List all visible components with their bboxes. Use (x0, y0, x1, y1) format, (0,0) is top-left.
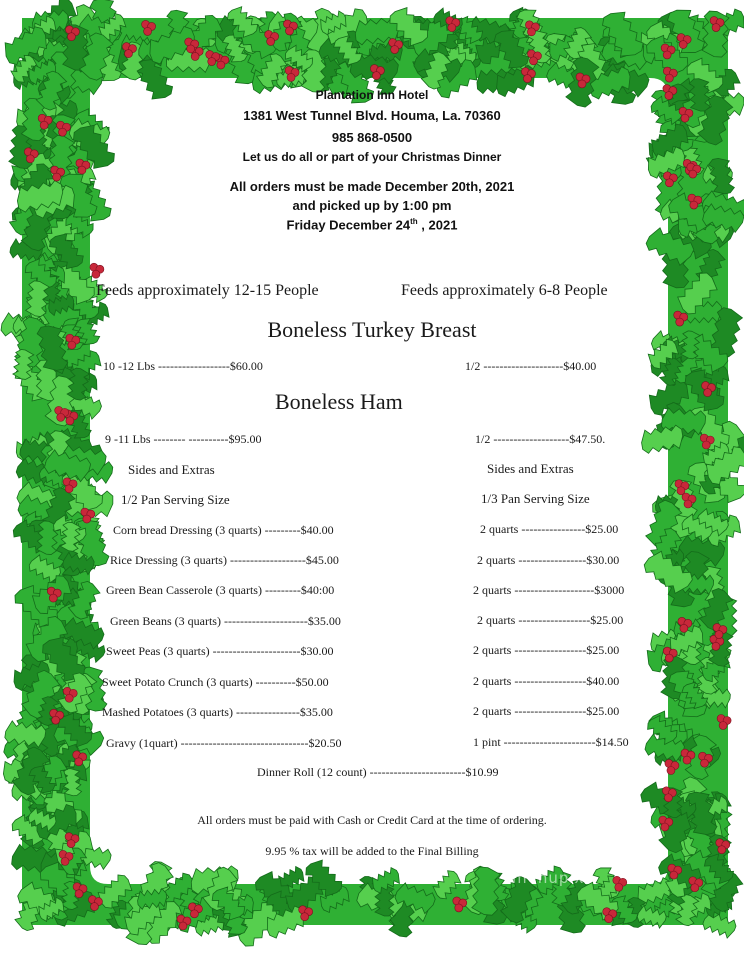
holly-berry (78, 166, 86, 174)
holly-berry (665, 74, 673, 82)
holly-berry (65, 485, 73, 493)
holly-berry (448, 24, 456, 32)
holly-berry (190, 910, 198, 918)
holly-berry (701, 759, 709, 767)
pickup-date-day: Friday December 24 (286, 217, 411, 233)
ham-right-price: 1/2 -------------------$47.50. (475, 432, 606, 446)
holly-berry (75, 890, 83, 898)
pickup-date-suffix: th (410, 217, 418, 226)
side-item-right: 2 quarts ------------------$25.00 (473, 704, 620, 718)
turkey-title: Boneless Turkey Breast (267, 317, 477, 342)
side-item-left: Mashed Potatoes (3 quarts) ----------------$35.00 (102, 705, 333, 719)
holly-berry (691, 884, 699, 892)
holly-berry (217, 61, 225, 69)
holly-berry (83, 515, 91, 523)
sides-left-title: Sides and Extras (128, 462, 215, 477)
holly-berry (52, 716, 60, 724)
side-item-right: 2 quarts --------------------$3000 (473, 583, 625, 597)
hotel-address: 1381 West Tunnel Blvd. Houma, La. 70360 (243, 108, 501, 123)
holly-berry (712, 24, 720, 32)
holly-berry (92, 270, 100, 278)
holly-berry (208, 58, 216, 66)
holly-berry (679, 41, 687, 49)
side-item-right: 1 pint -----------------------$14.50 (473, 735, 629, 749)
turkey-left-price: 10 -12 Lbs ------------------$60.00 (103, 359, 263, 373)
side-item-left: Green Bean Casserole (3 quarts) ---------$40:00 (106, 583, 335, 597)
holly-berry (605, 915, 613, 923)
holly-berry (680, 624, 688, 632)
holly-berry (704, 389, 712, 397)
holly-berry (664, 794, 672, 802)
side-item-right: 2 quarts -----------------$30.00 (477, 553, 620, 567)
holly-berry (702, 441, 710, 449)
side-item-right: 2 quarts ------------------$25.00 (477, 613, 624, 627)
side-item-left: Sweet Potato Crunch (3 quarts) ----------$50.00 (102, 675, 329, 689)
holly-berry (719, 722, 727, 730)
ham-title: Boneless Ham (275, 389, 403, 414)
tagline: Let us do all or part of your Christmas Dinner (242, 150, 502, 164)
holly-berry (90, 903, 98, 911)
order-deadline: All orders must be made December 20th, 2021 (229, 179, 515, 194)
ham-left-price: 9 -11 Lbs -------- ----------$95.00 (105, 432, 262, 446)
holly-berry (191, 52, 199, 60)
holly-berry (615, 883, 623, 891)
holly-berry (712, 642, 720, 650)
holly-berry (677, 487, 685, 495)
holly-berry (287, 73, 295, 81)
holly-berry (301, 913, 309, 921)
side-item-right: 2 quarts ------------------$25.00 (473, 643, 620, 657)
holly-berry (529, 57, 537, 65)
holly-berry (372, 72, 380, 80)
sides-left-size: 1/2 Pan Serving Size (121, 492, 230, 507)
holly-berry (391, 46, 399, 54)
holly-berry (65, 694, 73, 702)
hotel-name: Plantation Inn Hotel (315, 88, 429, 102)
holly-berry (665, 654, 673, 662)
holly-berry (527, 28, 535, 36)
sides-right-size: 1/3 Pan Serving Size (481, 491, 590, 506)
holly-berry (67, 33, 75, 41)
dinner-roll-price: Dinner Roll (12 count) ------------------------$10.99 (257, 765, 499, 779)
hotel-phone: 985 868-0500 (331, 130, 413, 145)
holly-berry (285, 27, 293, 35)
side-item-right: 2 quarts ------------------$40.00 (473, 674, 620, 688)
sides-right-title: Sides and Extras (487, 461, 574, 476)
holly-berry (670, 871, 678, 879)
tax-note: 9.95 % tax will be added to the Final Billing (265, 844, 479, 858)
left-column-heading: Feeds approximately 12-15 People (96, 282, 319, 299)
holly-berry (715, 631, 723, 639)
pickup-date (0, 217, 744, 232)
right-column-heading: Feeds approximately 6-8 People (401, 282, 608, 299)
side-item-left: Corn bread Dressing (3 quarts) ---------$40.00 (113, 523, 334, 537)
holly-berry (523, 75, 531, 83)
pickup-date-year: , 2021 (417, 217, 458, 233)
payment-note: All orders must be paid with Cash or Credit Card at the time of ordering. (197, 813, 547, 827)
holly-berry (663, 51, 671, 59)
holly-berry (75, 758, 83, 766)
holly-berry (684, 500, 692, 508)
holly-berry (187, 45, 195, 53)
holly-berry (144, 27, 152, 35)
side-item-left: Sweet Peas (3 quarts) ----------------------$30.00 (106, 644, 334, 658)
holly-berry (179, 922, 187, 930)
holly-berry (124, 50, 132, 58)
holly-berry (455, 904, 463, 912)
holly-berry (267, 37, 275, 45)
side-item-left: Gravy (1quart) --------------------------------$20.50 (106, 736, 342, 750)
turkey-right-price: 1/2 --------------------$40.00 (465, 359, 597, 373)
side-item-left: Green Beans (3 quarts) ---------------------$35.00 (110, 614, 341, 628)
pickup-time: and picked up by 1:00 pm (292, 198, 452, 213)
watermark-text: menupix (512, 869, 585, 887)
side-item-left: Rice Dressing (3 quarts) -------------------$45.00 (110, 553, 339, 567)
holly-berry (66, 417, 74, 425)
holly-berry (49, 594, 57, 602)
holly-berry (689, 170, 697, 178)
side-item-right: 2 quarts ----------------$25.00 (480, 522, 619, 536)
holly-berry (57, 413, 65, 421)
holly-berry (667, 766, 675, 774)
holly-berry (578, 80, 586, 88)
holly-berry (683, 756, 691, 764)
